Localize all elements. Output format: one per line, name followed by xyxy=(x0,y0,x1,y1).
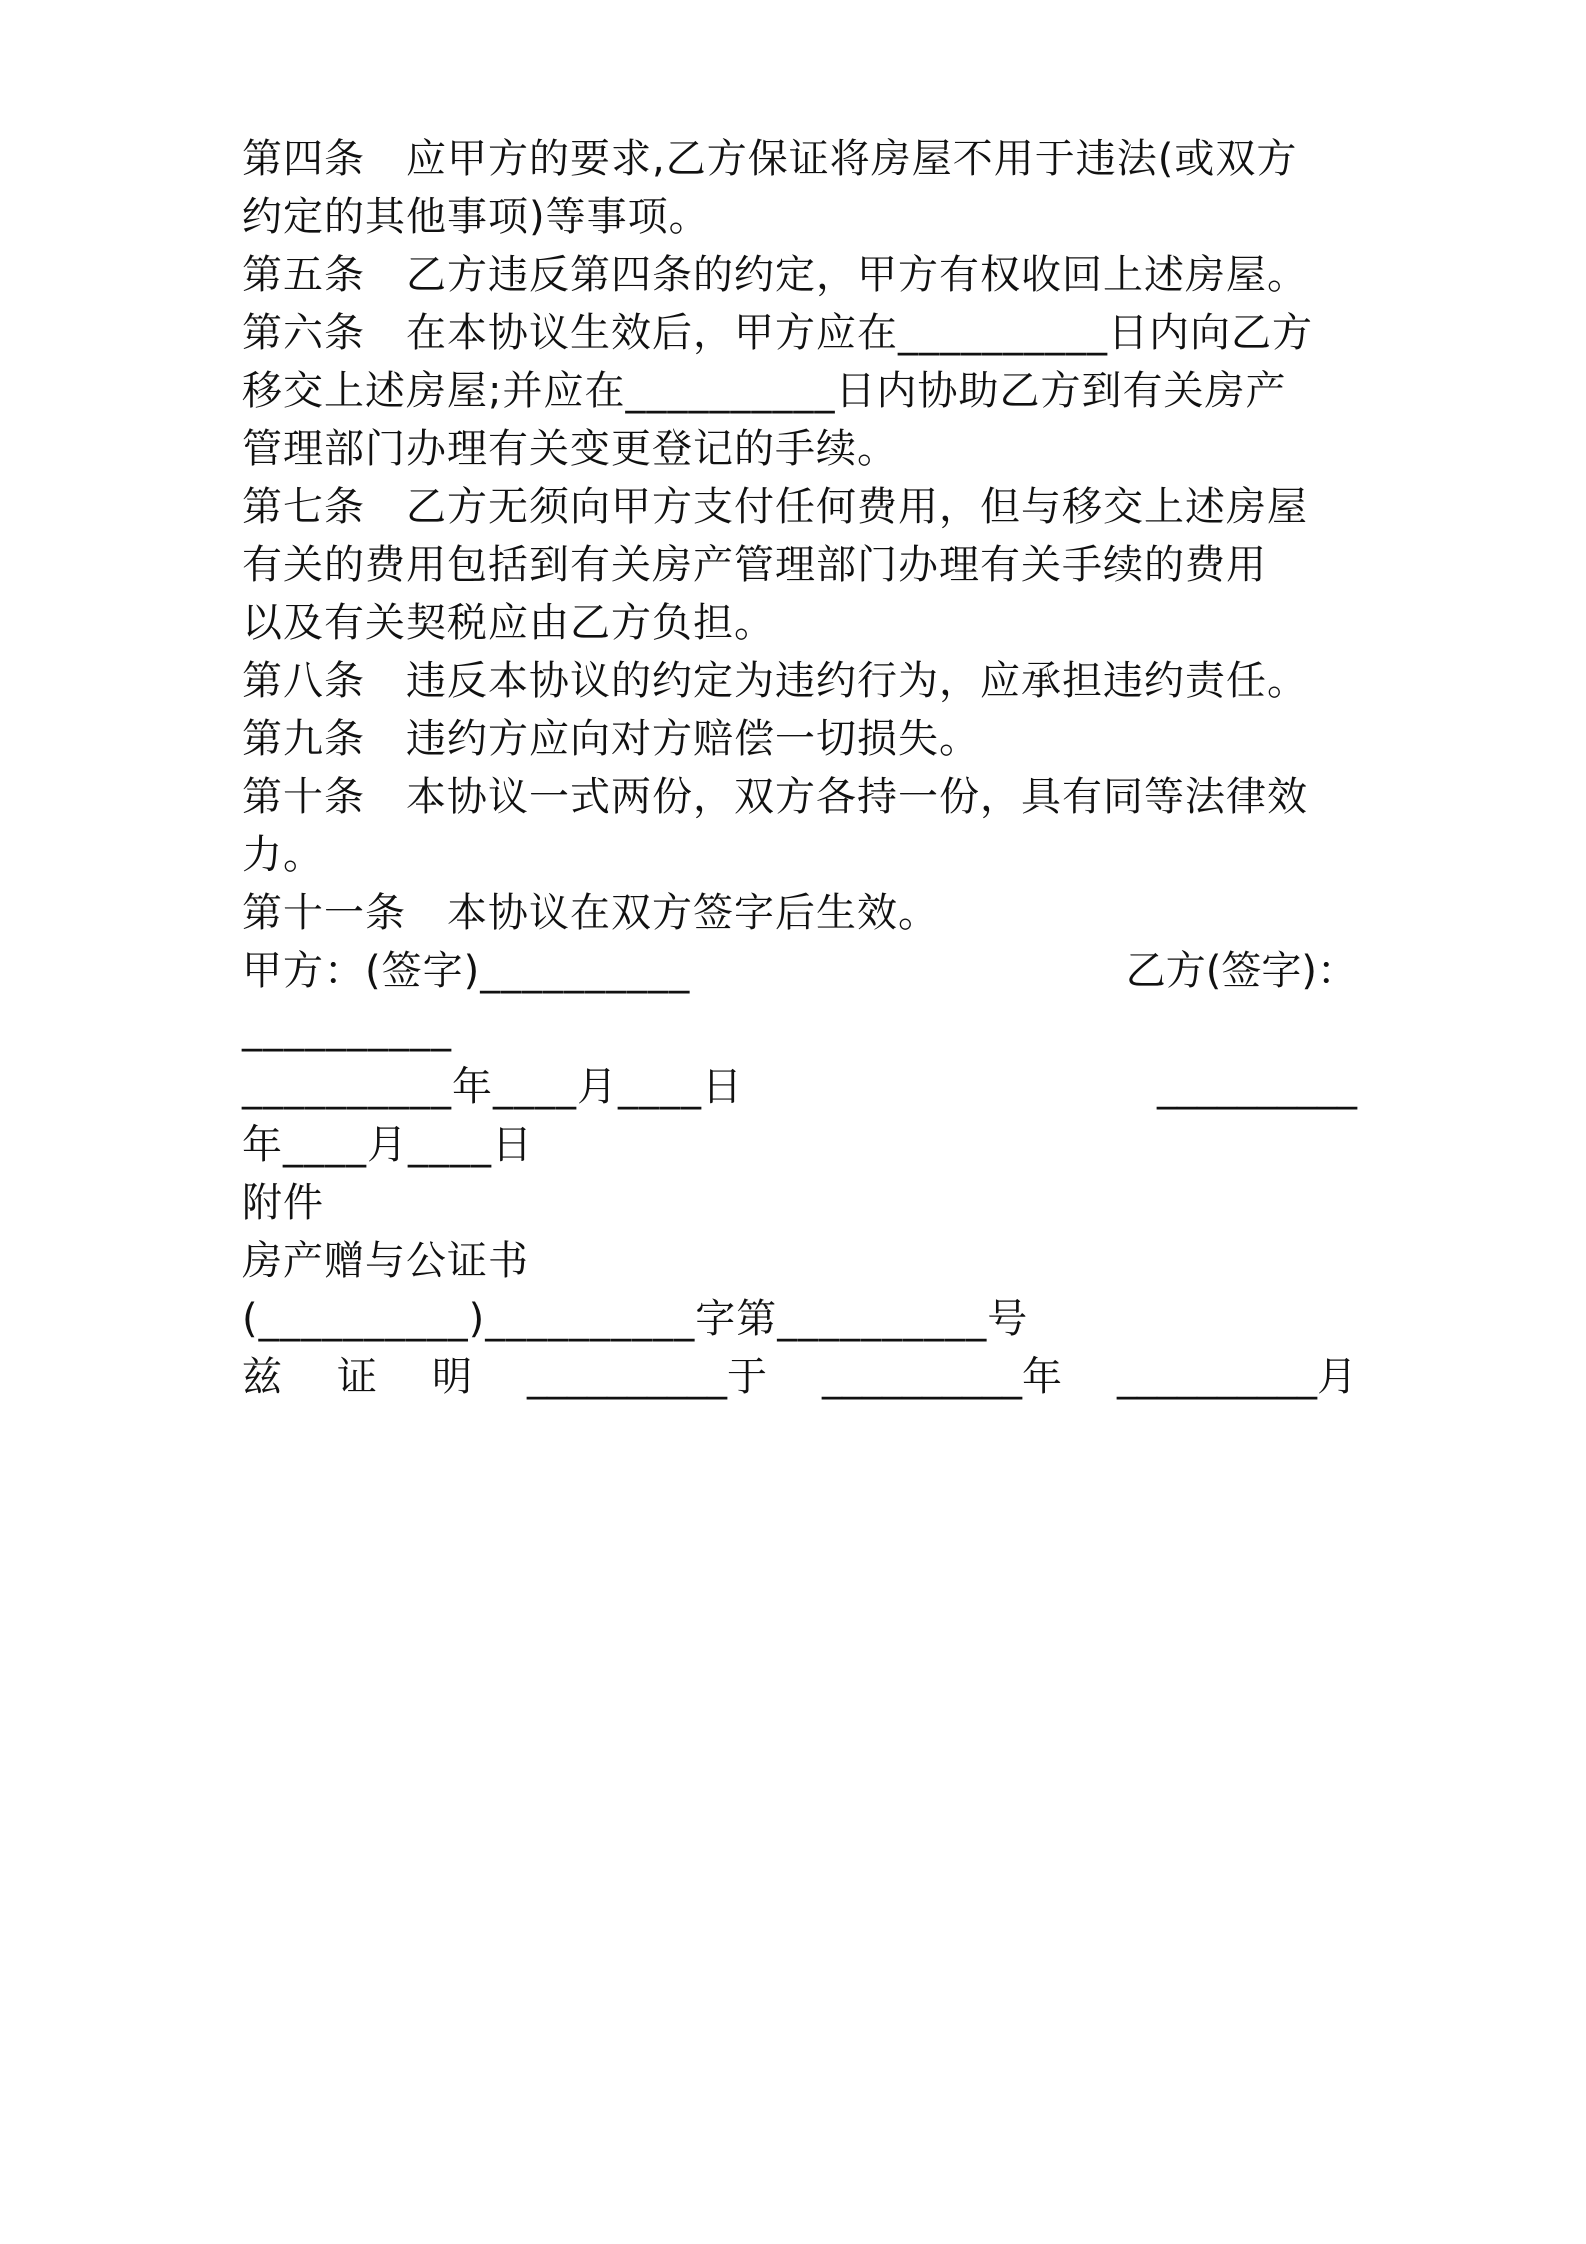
attest-word-1: 兹 xyxy=(242,1354,282,1400)
clause-4-line-1: 第四条 应甲方的要求,乙方保证将房屋不用于违法(或双方 xyxy=(242,136,1298,182)
party-a-date: __________年____月____日 xyxy=(242,1064,743,1110)
attest-blank-month: __________月 xyxy=(1117,1354,1357,1400)
clause-11: 第十一条 本协议在双方签字后生效。 xyxy=(242,890,939,936)
party-b-date: 年____月____日 xyxy=(242,1122,533,1168)
party-b-signature: 乙方(签字)： xyxy=(1125,948,1357,994)
party-b-date-blank: __________ xyxy=(1157,1064,1357,1110)
attachment-label: 附件 xyxy=(242,1180,324,1226)
attest-word-3: 明 xyxy=(432,1354,472,1400)
attest-blank-date: __________于 xyxy=(527,1354,767,1400)
clause-7-line-1: 第七条 乙方无须向甲方支付任何费用，但与移交上述房屋 xyxy=(242,484,1308,530)
clause-9: 第九条 违约方应向对方赔偿一切损失。 xyxy=(242,716,980,762)
attest-blank-year: __________年 xyxy=(822,1354,1062,1400)
attachment-title: 房产赠与公证书 xyxy=(242,1238,529,1284)
clause-10-line-1: 第十条 本协议一式两份，双方各持一份，具有同等法律效 xyxy=(242,774,1308,820)
clause-6-line-2: 移交上述房屋;并应在__________日内协助乙方到有关房产 xyxy=(242,368,1287,414)
attestation-line xyxy=(242,1335,1357,1419)
clause-5: 第五条 乙方违反第四条的约定，甲方有权收回上述房屋。 xyxy=(242,252,1308,298)
clause-10-line-2: 力。 xyxy=(242,832,324,878)
clause-8: 第八条 违反本协议的约定为违约行为，应承担违约责任。 xyxy=(242,658,1308,704)
clause-6-line-1: 第六条 在本协议生效后，甲方应在__________日内向乙方 xyxy=(242,310,1313,356)
clause-6-line-3: 管理部门办理有关变更登记的手续。 xyxy=(242,426,898,472)
attest-word-2: 证 xyxy=(337,1354,377,1400)
clause-7-line-3: 以及有关契税应由乙方负担。 xyxy=(242,600,775,646)
certificate-number: (__________)__________字第__________号 xyxy=(242,1296,1029,1342)
clause-4-line-2: 约定的其他事项)等事项。 xyxy=(242,194,710,240)
party-b-signature-blank: __________ xyxy=(242,1006,452,1052)
party-a-signature: 甲方：(签字)__________ xyxy=(242,948,691,994)
clause-7-line-2: 有关的费用包括到有关房产管理部门办理有关手续的费用 xyxy=(242,542,1267,588)
